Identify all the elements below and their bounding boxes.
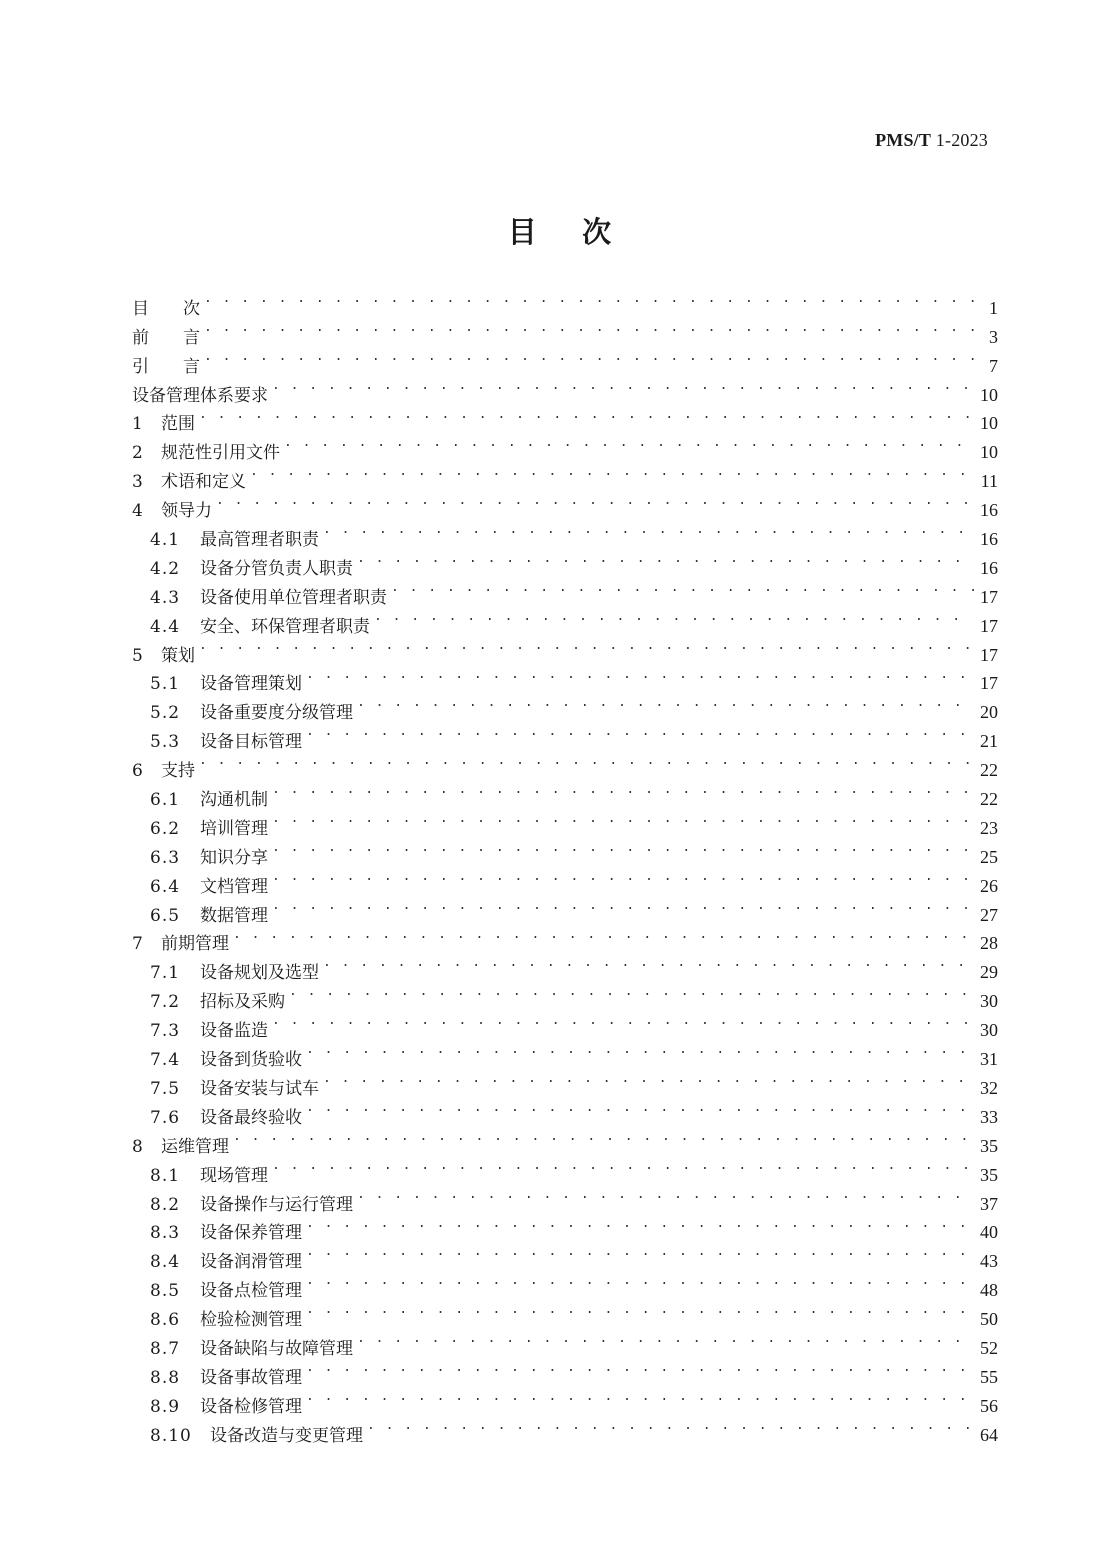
toc-entry-page-number: 37 xyxy=(980,1193,998,1214)
dot-leader xyxy=(284,429,974,458)
toc-entry-title: 目 次 xyxy=(132,298,200,319)
toc-entry-title: 术语和定义 xyxy=(161,472,246,493)
toc-entry-number: 4.4 xyxy=(150,616,181,637)
toc-entry-number: 4.2 xyxy=(150,558,181,579)
dot-leader xyxy=(306,1238,974,1267)
toc-entry-title: 前期管理 xyxy=(161,934,229,955)
dot-leader xyxy=(374,603,974,632)
toc-entry-title: 领导力 xyxy=(161,501,212,522)
toc-entry-page-number: 17 xyxy=(980,615,998,636)
toc-entry-number: 8.4 xyxy=(150,1252,181,1273)
dot-leader xyxy=(272,776,974,805)
toc-entry[interactable] xyxy=(132,516,998,551)
dot-leader xyxy=(199,401,974,430)
toc-entry-title: 设备操作与运行管理 xyxy=(200,1194,353,1215)
toc-entry-title: 数据管理 xyxy=(200,905,268,926)
dot-leader xyxy=(306,1267,974,1296)
toc-entry[interactable] xyxy=(132,314,998,348)
toc-entry-number: 3 xyxy=(132,472,143,493)
toc-entry-page-number: 1 xyxy=(989,297,998,318)
toc-entry-title: 设备保养管理 xyxy=(200,1223,302,1244)
toc-entry-page-number: 64 xyxy=(980,1424,998,1445)
toc-entry-page-number: 50 xyxy=(980,1309,998,1330)
toc-entry[interactable] xyxy=(132,632,998,666)
toc-entry-number: 8.1 xyxy=(150,1165,181,1186)
dot-leader xyxy=(357,1181,974,1210)
toc-entry-page-number: 22 xyxy=(980,789,998,810)
dot-leader xyxy=(233,1123,974,1152)
dot-leader xyxy=(216,487,974,516)
toc-entry-title: 设备润滑管理 xyxy=(200,1252,302,1273)
toc-entry[interactable] xyxy=(132,343,998,377)
toc-entry-number: 5.1 xyxy=(150,674,181,695)
toc-entry-title: 设备分管负责人职责 xyxy=(200,558,353,579)
toc-entry-title: 设备监造 xyxy=(200,1021,268,1042)
toc-entry-number: 4.1 xyxy=(150,530,181,551)
toc-entry-page-number: 35 xyxy=(980,1135,998,1156)
toc-entry[interactable] xyxy=(132,458,998,493)
toc-entry-title: 设备重要度分级管理 xyxy=(200,703,353,724)
toc-entry[interactable] xyxy=(132,285,998,319)
toc-entry-number: 2 xyxy=(132,443,143,464)
toc-entry-title: 设备管理策划 xyxy=(200,674,302,695)
toc-entry-number: 5 xyxy=(132,645,143,666)
dot-leader xyxy=(199,747,974,776)
toc-entry-title: 设备规划及选型 xyxy=(200,963,319,984)
toc-entry-number: 8.8 xyxy=(150,1367,181,1388)
toc-entry-title: 招标及采购 xyxy=(200,992,285,1013)
toc-entry-page-number: 16 xyxy=(980,529,998,550)
dot-leader xyxy=(357,1325,974,1354)
toc-entry-number: 6.2 xyxy=(150,818,181,839)
toc-entry-number: 8.6 xyxy=(150,1310,181,1331)
toc-entry-title: 设备管理体系要求 xyxy=(132,385,268,406)
toc-entry-number: 5.3 xyxy=(150,732,181,753)
toc-entry-page-number: 16 xyxy=(980,557,998,578)
dot-leader xyxy=(357,689,974,718)
toc-entry[interactable] xyxy=(132,747,998,782)
toc-entry-title: 设备检修管理 xyxy=(200,1396,302,1417)
toc-entry-title: 最高管理者职责 xyxy=(200,530,319,551)
toc-entry-page-number: 35 xyxy=(980,1164,998,1185)
toc-entry-number: 6.3 xyxy=(150,847,181,868)
dot-leader xyxy=(306,1296,974,1325)
dot-leader xyxy=(357,545,974,574)
toc-entry-page-number: 43 xyxy=(980,1251,998,1272)
dot-leader xyxy=(367,1412,974,1441)
toc-entry-page-number: 32 xyxy=(980,1077,998,1098)
toc-entry-page-number: 40 xyxy=(980,1222,998,1243)
dot-leader xyxy=(306,1210,974,1239)
dot-leader xyxy=(272,1152,974,1181)
toc-entry-page-number: 22 xyxy=(980,760,998,781)
toc-entry-page-number: 27 xyxy=(980,904,998,925)
dot-leader xyxy=(306,1354,974,1383)
toc-entry-title: 文档管理 xyxy=(200,876,268,897)
dot-leader xyxy=(306,661,974,690)
toc-entry-title: 运维管理 xyxy=(161,1136,229,1157)
toc-entry[interactable] xyxy=(132,949,998,984)
dot-leader xyxy=(323,949,974,978)
toc-entry[interactable] xyxy=(132,429,998,464)
toc-entry-title: 现场管理 xyxy=(200,1165,268,1186)
toc-entry-page-number: 52 xyxy=(980,1337,998,1358)
toc-entry-title: 设备点检管理 xyxy=(200,1281,302,1302)
toc-entry-title: 检验检测管理 xyxy=(200,1310,302,1331)
toc-entry-page-number: 11 xyxy=(980,471,998,492)
toc-entry-page-number: 21 xyxy=(980,731,998,752)
dot-leader xyxy=(289,978,974,1007)
dot-leader xyxy=(306,1383,974,1412)
toc-entry-page-number: 23 xyxy=(980,817,998,838)
toc-entry-number: 7.5 xyxy=(150,1078,181,1099)
toc-entry-title: 设备目标管理 xyxy=(200,732,302,753)
toc-entry-page-number: 10 xyxy=(980,384,998,405)
toc-entry-number: 8.10 xyxy=(150,1425,192,1446)
toc-entry-page-number: 56 xyxy=(980,1395,998,1416)
toc-entry-title: 安全、环保管理者职责 xyxy=(200,616,370,637)
document-code xyxy=(875,130,988,151)
toc-entry-number: 4.3 xyxy=(150,587,181,608)
dot-leader xyxy=(272,863,974,892)
toc-entry-title: 沟通机制 xyxy=(200,790,268,811)
toc-entry-title: 培训管理 xyxy=(200,818,268,839)
toc-entry-number: 7.3 xyxy=(150,1021,181,1042)
dot-leader xyxy=(233,921,974,950)
dot-leader xyxy=(323,516,974,545)
toc-entry-number: 8.3 xyxy=(150,1223,181,1244)
toc-entry[interactable] xyxy=(132,776,998,811)
toc-entry-number: 7.4 xyxy=(150,1050,181,1071)
dot-leader xyxy=(272,805,974,834)
toc-entry-page-number: 7 xyxy=(989,355,998,376)
toc-entry-number: 8 xyxy=(132,1136,143,1157)
toc-entry-page-number: 10 xyxy=(980,442,998,463)
dot-leader xyxy=(204,285,974,314)
toc-entry-page-number: 17 xyxy=(980,644,998,665)
dot-leader xyxy=(272,834,974,863)
toc-entry[interactable] xyxy=(132,487,998,522)
toc-entry-page-number: 10 xyxy=(980,413,998,434)
dot-leader xyxy=(250,458,974,487)
toc-entry-page-number: 48 xyxy=(980,1280,998,1301)
toc-entry-title: 设备改造与变更管理 xyxy=(210,1425,363,1446)
toc-entry-number: 7.6 xyxy=(150,1107,181,1128)
dot-leader xyxy=(323,1065,974,1094)
dot-leader xyxy=(272,372,974,401)
toc-entry-number: 7 xyxy=(132,934,143,955)
toc-entry-number: 5.2 xyxy=(150,703,181,724)
toc-entry-page-number: 31 xyxy=(980,1049,998,1070)
toc-entry-number: 6 xyxy=(132,761,143,782)
toc-entry-page-number: 30 xyxy=(980,991,998,1012)
document-code-prefix: PMS/T xyxy=(875,130,932,150)
toc-entry-number: 1 xyxy=(132,414,143,435)
toc-entry-title: 策划 xyxy=(161,645,195,666)
toc-entry-title: 设备事故管理 xyxy=(200,1367,302,1388)
toc-entry[interactable] xyxy=(132,372,998,406)
toc-entry-number: 8.2 xyxy=(150,1194,181,1215)
toc-entry-number: 6.1 xyxy=(150,790,181,811)
toc-entry-number: 7.1 xyxy=(150,963,181,984)
toc-entry-number: 8.5 xyxy=(150,1281,181,1302)
toc-entry-title: 设备使用单位管理者职责 xyxy=(200,587,387,608)
dot-leader xyxy=(306,1094,974,1123)
toc-entry-title: 设备缺陷与故障管理 xyxy=(200,1338,353,1359)
dot-leader xyxy=(306,718,974,747)
toc-entry-number: 8.7 xyxy=(150,1338,181,1359)
toc-entry-title: 设备最终验收 xyxy=(200,1107,302,1128)
toc-entry-page-number: 33 xyxy=(980,1106,998,1127)
toc-entry-number: 7.2 xyxy=(150,992,181,1013)
toc-entry-page-number: 28 xyxy=(980,933,998,954)
toc-entry-page-number: 17 xyxy=(980,586,998,607)
toc-entry-page-number: 16 xyxy=(980,500,998,521)
dot-leader xyxy=(199,632,974,661)
toc-entry[interactable] xyxy=(132,1152,998,1186)
toc-entry-page-number: 29 xyxy=(980,962,998,983)
toc-entry-title: 引 言 xyxy=(132,356,200,377)
toc-entry-title: 支持 xyxy=(161,761,195,782)
toc-entry-title: 规范性引用文件 xyxy=(161,443,280,464)
toc-entry-title: 知识分享 xyxy=(200,847,268,868)
dot-leader xyxy=(391,574,974,603)
toc-entry-page-number: 17 xyxy=(980,673,998,694)
dot-leader xyxy=(204,343,974,372)
toc-entry-page-number: 25 xyxy=(980,846,998,867)
toc-entry-number: 6.4 xyxy=(150,876,181,897)
toc-entry-number: 6.5 xyxy=(150,905,181,926)
toc-entry-page-number: 26 xyxy=(980,875,998,896)
toc-entry-number: 4 xyxy=(132,501,143,522)
toc-entry-page-number: 20 xyxy=(980,702,998,723)
dot-leader xyxy=(272,1007,974,1036)
toc-entry[interactable] xyxy=(132,921,998,955)
toc-entry-page-number: 55 xyxy=(980,1366,998,1387)
toc-entry-title: 设备安装与试车 xyxy=(200,1078,319,1099)
toc-entry-number: 8.9 xyxy=(150,1396,181,1417)
toc-entry[interactable] xyxy=(132,1123,998,1157)
dot-leader xyxy=(306,1036,974,1065)
toc-entry-title: 设备到货验收 xyxy=(200,1050,302,1071)
document-code-number: 1-2023 xyxy=(931,130,988,150)
dot-leader xyxy=(272,892,974,921)
toc-entry-title: 范围 xyxy=(161,414,195,435)
toc-entry-title: 前 言 xyxy=(132,327,200,348)
toc-entry-page-number: 30 xyxy=(980,1020,998,1041)
toc-entry[interactable] xyxy=(132,661,998,695)
table-of-contents xyxy=(132,285,998,1446)
toc-entry-page-number: 3 xyxy=(989,326,998,347)
dot-leader xyxy=(204,314,974,343)
page-title: 目 次 xyxy=(507,215,613,249)
toc-entry[interactable] xyxy=(132,401,998,435)
